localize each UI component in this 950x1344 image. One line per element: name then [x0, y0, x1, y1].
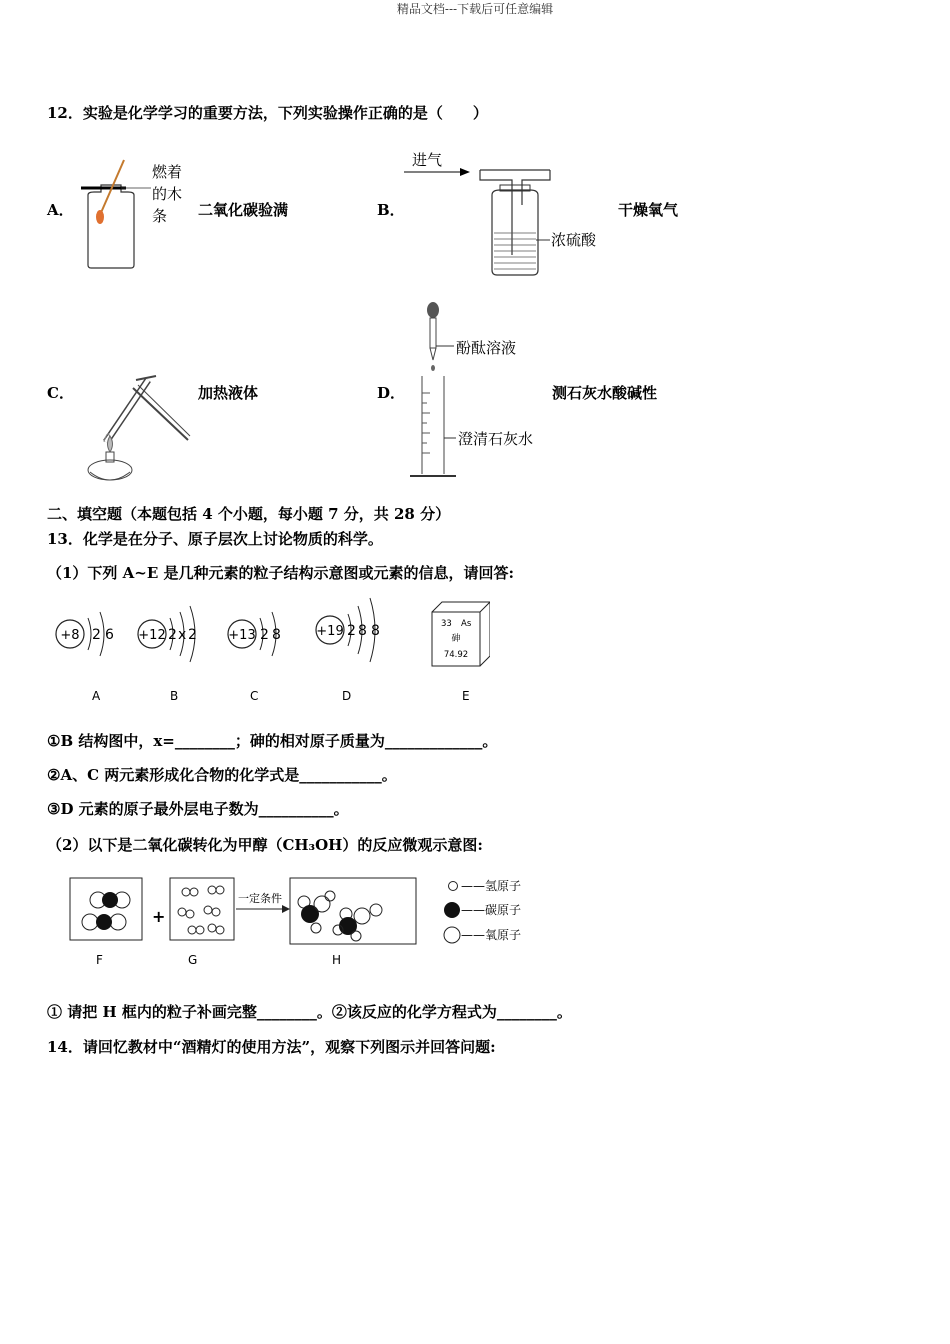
svg-text:砷: 砷 — [451, 634, 461, 644]
svg-text:8: 8 — [272, 627, 281, 643]
q13-line2: ②A、C 两元素形成化合物的化学式是___________。 — [47, 766, 397, 784]
q13-line4: ① 请把 H 框内的粒子补画完整________。②该反应的化学方程式为________。 — [47, 1003, 572, 1021]
element-e-label: E — [462, 689, 470, 703]
legend-oxygen: ——氧原子 — [461, 928, 522, 942]
fig-a-text-1: 燃着 — [152, 163, 183, 181]
plus-sign: + — [152, 907, 166, 926]
heating-liquid-figure — [78, 370, 193, 485]
fig-d-limewater: 澄清石灰水 — [458, 430, 534, 448]
fig-b-intake: 进气 — [412, 151, 443, 169]
option-a-letter: A． — [47, 201, 74, 219]
box-h-label: H — [332, 953, 342, 967]
legend-carbon: ——碳原子 — [461, 903, 522, 917]
q13-line1: ①B 结构图中，x=________；砷的相对原子质量为_____________。 — [47, 732, 498, 750]
page-header: 精品文档---下载后可任意编辑 — [396, 2, 554, 16]
svg-text:6: 6 — [105, 627, 114, 643]
q14-stem: 14．请回忆教材中“酒精灯的使用方法”，观察下列图示并回答问题: — [47, 1038, 496, 1056]
legend-hydrogen: ——氢原子 — [461, 879, 522, 893]
svg-text:+8: +8 — [60, 628, 80, 643]
section-heading: 二、填空题（本题包括 4 个小题，每小题 7 分，共 28 分） — [47, 505, 451, 523]
svg-text:x: x — [178, 627, 187, 643]
reaction-diagram — [60, 870, 540, 970]
svg-text:74.92: 74.92 — [443, 650, 469, 660]
atom-c — [228, 612, 281, 703]
q13-stem: 13．化学是在分子、原子层次上讨论物质的科学。 — [47, 530, 383, 548]
atom-b-label: B — [170, 689, 179, 703]
svg-text:2: 2 — [188, 627, 197, 643]
atom-d — [316, 598, 380, 703]
atom-structure-diagrams — [50, 590, 490, 705]
option-c-caption: 加热液体 — [198, 384, 259, 402]
svg-text:33: 33 — [441, 619, 452, 629]
svg-text:2: 2 — [92, 627, 101, 643]
svg-text:8: 8 — [371, 623, 380, 639]
q13-line3: ③D 元素的原子最外层电子数为__________。 — [47, 800, 349, 818]
option-a-caption: 二氧化碳验满 — [198, 201, 289, 219]
element-card-e — [432, 602, 490, 703]
q13-part2: （2）以下是二氧化碳转化为甲醇（CH₃OH）的反应微观示意图: — [47, 836, 483, 854]
q13-part1: （1）下列 A~E 是几种元素的粒子结构示意图或元素的信息，请回答: — [47, 564, 515, 582]
svg-text:2: 2 — [260, 627, 269, 643]
option-c-letter: C． — [47, 384, 74, 402]
atom-d-label: D — [342, 689, 352, 703]
indicator-test-figure — [400, 298, 560, 482]
q12-stem: 12．实验是化学学习的重要方法，下列实验操作正确的是（ ） — [47, 104, 488, 122]
svg-text:8: 8 — [358, 623, 367, 639]
svg-text:+13: +13 — [228, 628, 256, 643]
svg-text:+12: +12 — [138, 628, 166, 643]
svg-text:2: 2 — [168, 627, 177, 643]
svg-text:As: As — [461, 619, 472, 629]
option-b-caption: 干燥氧气 — [618, 201, 679, 219]
option-b-letter: B． — [377, 201, 405, 219]
arrow-condition: 一定条件 — [238, 892, 282, 905]
svg-text:2: 2 — [347, 623, 356, 639]
svg-text:+19: +19 — [316, 624, 344, 639]
option-d-caption: 测石灰水酸碱性 — [552, 384, 658, 402]
atom-a-label: A — [92, 689, 101, 703]
fig-a-text-3: 条 — [152, 207, 168, 225]
fig-a-text-2: 的木 — [152, 185, 183, 203]
atom-b — [138, 606, 197, 703]
box-g-label: G — [188, 953, 198, 967]
fig-b-acid: 浓硫酸 — [551, 231, 597, 249]
box-f-label: F — [96, 953, 103, 967]
fig-d-indicator: 酚酞溶液 — [456, 339, 517, 357]
option-d-letter: D． — [377, 384, 406, 402]
co2-test-figure — [76, 155, 196, 273]
gas-drying-figure — [400, 145, 620, 280]
atom-a — [56, 612, 114, 703]
atom-c-label: C — [250, 689, 259, 703]
